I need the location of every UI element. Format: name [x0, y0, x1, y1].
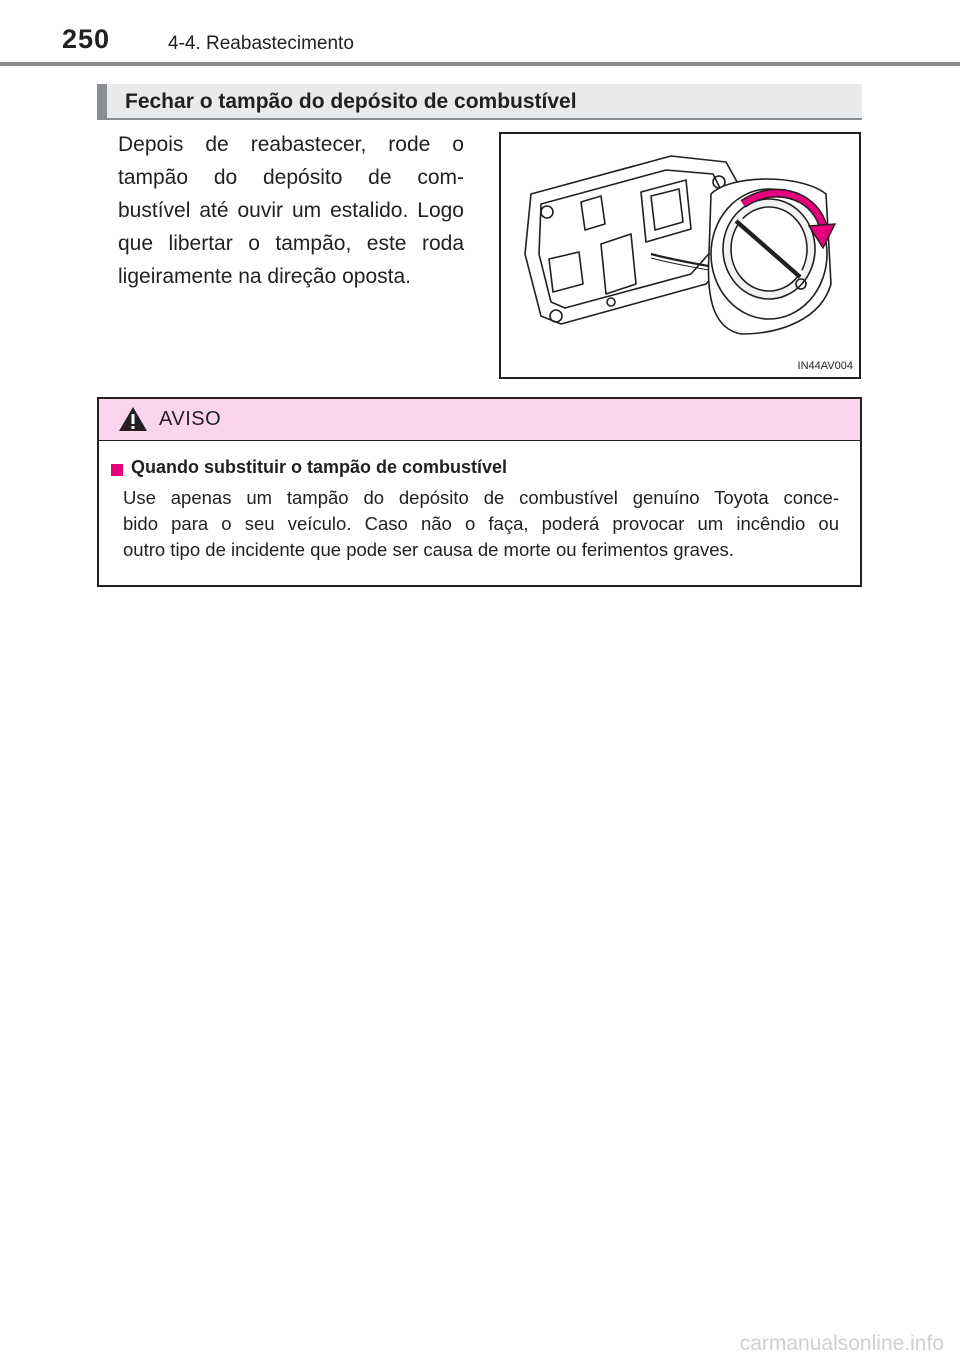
bullet-square-icon — [111, 464, 123, 476]
figure-code: IN44AV004 — [797, 360, 853, 372]
instruction-line: que libertar o tampão, este roda — [118, 232, 464, 255]
instruction-line: tampão do depósito de com- — [118, 166, 464, 189]
warning-box — [97, 397, 862, 587]
warning-line: bido para o seu veículo. Caso não o faça, poderá provocar um incêndio ou — [123, 513, 839, 534]
warning-header — [99, 399, 860, 441]
section-heading: Fechar o tampão do depósito de combustível — [125, 90, 577, 113]
fuel-cap-figure — [499, 132, 861, 379]
fuel-cap-illustration — [501, 134, 859, 377]
warning-line: outro tipo de incidente que pode ser causa de morte ou ferimentos graves. — [123, 539, 734, 560]
section-heading-bar — [97, 84, 862, 120]
warning-line: Use apenas um tampão do depósito de combustível genuíno Toyota conce- — [123, 487, 839, 508]
header-divider — [0, 62, 960, 66]
warning-triangle-icon — [117, 405, 149, 433]
page-header — [0, 0, 960, 70]
warning-title: Quando substituir o tampão de combustível — [131, 457, 508, 477]
instruction-line: bustível até ouvir um estalido. Logo — [118, 199, 464, 222]
page-number: 250 — [62, 24, 111, 54]
warning-label: AVISO — [159, 408, 222, 430]
instruction-line: ligeiramente na direção oposta. — [118, 265, 412, 288]
section-label: 4-4. Reabastecimento — [168, 33, 354, 54]
warning-body — [123, 485, 839, 563]
instruction-paragraph — [118, 128, 464, 293]
instruction-line: Depois de reabastecer, rode o — [118, 133, 464, 156]
watermark: carmanualsonline.info — [739, 1332, 944, 1355]
